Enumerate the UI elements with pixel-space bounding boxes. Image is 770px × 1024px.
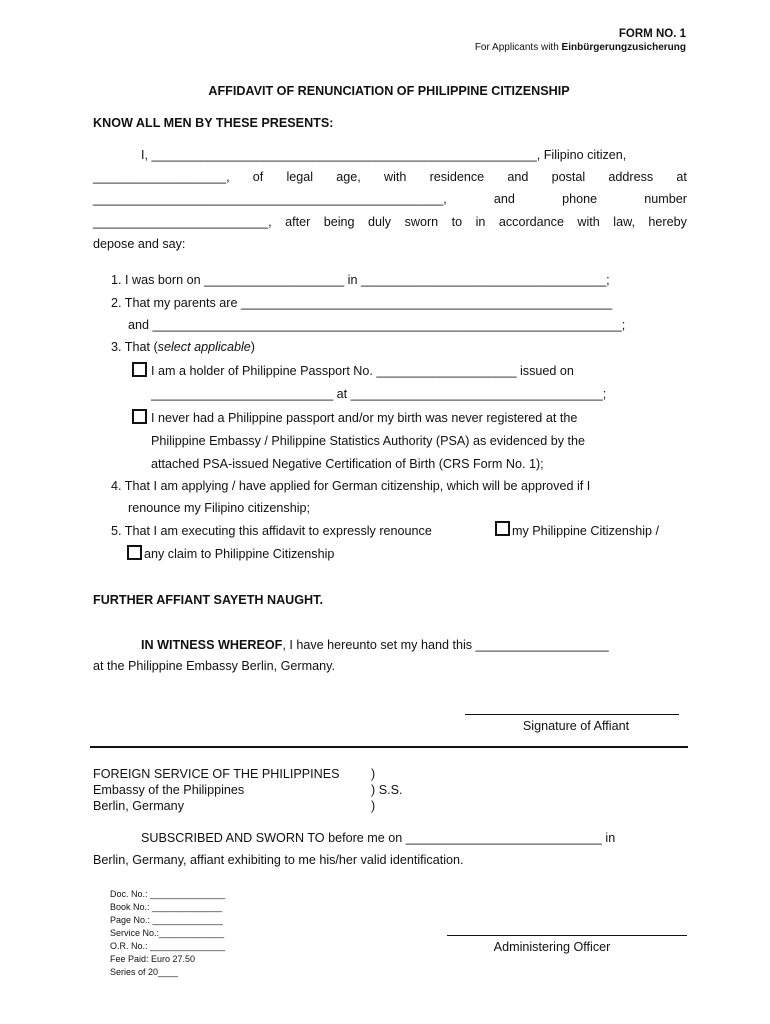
intro-word: and bbox=[507, 170, 529, 184]
intro-word: ___________________, bbox=[93, 170, 230, 184]
item-3 bbox=[111, 340, 255, 354]
renounce-claim-checkbox[interactable] bbox=[127, 545, 142, 560]
further-affiant: FURTHER AFFIANT SAYETH NAUGHT. bbox=[93, 593, 323, 607]
notary-service-no: Service No.:_____________ bbox=[110, 928, 225, 938]
intro-word: accordance bbox=[498, 215, 564, 229]
venue-line-1: FOREIGN SERVICE OF THE PHILIPPINES bbox=[93, 767, 340, 781]
item-3-suffix: ) bbox=[250, 340, 255, 354]
intro-line-5: depose and say: bbox=[93, 237, 186, 251]
item-5-line-1b: my Philippine Citizenship / bbox=[512, 524, 659, 538]
intro-word: sworn bbox=[404, 215, 439, 229]
applicants-bold: Einbürgerungzusicherung bbox=[561, 42, 686, 53]
intro-word: hereby bbox=[648, 215, 687, 229]
intro-word: address bbox=[608, 170, 654, 184]
affiant-signature-label: Signature of Affiant bbox=[522, 719, 630, 733]
intro-word: being bbox=[323, 215, 355, 229]
document-title: AFFIDAVIT OF RENUNCIATION OF PHILIPPINE CITIZENSHIP bbox=[208, 84, 570, 98]
intro-word: phone bbox=[562, 192, 598, 206]
option-1-line-2: __________________________ at ____________________________________; bbox=[151, 387, 607, 401]
option-2-line-2: Philippine Embassy / Philippine Statistics Authority (PSA) as evidenced by the bbox=[151, 434, 586, 448]
venue-line-2: Embassy of the Philippines bbox=[93, 783, 245, 797]
intro-word: number bbox=[644, 192, 687, 206]
officer-signature-line bbox=[447, 935, 687, 936]
intro-line-2 bbox=[93, 170, 687, 184]
option-1-line-1: I am a holder of Philippine Passport No. ____________________ issued on bbox=[151, 364, 574, 378]
venue-line-3: Berlin, Germany bbox=[93, 799, 184, 813]
intro-line-4 bbox=[93, 215, 687, 229]
intro-word: residence bbox=[429, 170, 485, 184]
option-2-line-1: I never had a Philippine passport and/or my birth was never registered at the bbox=[151, 411, 578, 425]
officer-label: Administering Officer bbox=[493, 940, 611, 954]
witness-line-1 bbox=[141, 638, 609, 652]
intro-word: law, bbox=[613, 215, 635, 229]
intro-word: after bbox=[285, 215, 311, 229]
intro-word: age, bbox=[336, 170, 361, 184]
renounce-citizenship-checkbox[interactable] bbox=[495, 521, 510, 536]
item-5-line-2: any claim to Philippine Citizenship bbox=[144, 547, 335, 561]
subscribed-line-1: SUBSCRIBED AND SWORN TO before me on ____________________________ in bbox=[141, 831, 616, 845]
intro-word: in bbox=[475, 215, 486, 229]
intro-word: legal bbox=[286, 170, 314, 184]
form-number: FORM NO. 1 bbox=[618, 28, 686, 40]
intro-word: at bbox=[676, 170, 687, 184]
option-2-line-3: attached PSA-issued Negative Certification of Birth (CRS Form No. 1); bbox=[151, 457, 544, 471]
know-all-heading: KNOW ALL MEN BY THESE PRESENTS: bbox=[93, 116, 334, 130]
venue-paren-3: ) bbox=[371, 799, 376, 813]
no-passport-checkbox[interactable] bbox=[132, 409, 147, 424]
witness-line-2: at the Philippine Embassy Berlin, Germany. bbox=[93, 659, 335, 673]
item-2-line-2: and ___________________________________________________________________; bbox=[128, 318, 626, 332]
intro-word: with bbox=[577, 215, 600, 229]
venue-paren-2: ) S.S. bbox=[371, 783, 403, 797]
witness-rest: , I have hereunto set my hand this ___________________ bbox=[282, 638, 609, 652]
passport-holder-checkbox[interactable] bbox=[132, 362, 147, 377]
item-4-line-1: 4. That I am applying / have applied for German citizenship, which will be approved if I bbox=[111, 479, 591, 493]
intro-word: with bbox=[383, 170, 407, 184]
notary-page-no: Page No.: ______________ bbox=[110, 915, 223, 925]
intro-line-3 bbox=[93, 192, 687, 206]
notary-book-no: Book No.: ______________ bbox=[110, 902, 223, 912]
item-1: 1. I was born on ____________________ in ___________________________________; bbox=[111, 273, 610, 287]
intro-word: of bbox=[252, 170, 264, 184]
intro-word: postal bbox=[551, 170, 586, 184]
item-4-line-2: renounce my Filipino citizenship; bbox=[128, 501, 310, 515]
item-3-italic: select applicable bbox=[157, 340, 251, 354]
notary-fee-paid: Fee Paid: Euro 27.50 bbox=[110, 954, 196, 964]
venue-paren-1: ) bbox=[371, 767, 376, 781]
affiant-signature-line bbox=[465, 714, 679, 715]
applicants-prefix: For Applicants with bbox=[474, 42, 562, 53]
notary-or-no: O.R. No.: _______________ bbox=[110, 941, 226, 951]
intro-word: to bbox=[451, 215, 463, 229]
item-2-line-1: 2. That my parents are _____________________________________________________ bbox=[111, 296, 613, 310]
intro-word: duly bbox=[368, 215, 392, 229]
intro-word: _________________________, bbox=[93, 215, 272, 229]
subscribed-line-2: Berlin, Germany, affiant exhibiting to me his/her valid identification. bbox=[93, 853, 464, 867]
witness-bold: IN WITNESS WHEREOF bbox=[141, 638, 283, 652]
intro-word: __________________________________________________, bbox=[93, 192, 447, 206]
section-divider bbox=[90, 746, 688, 748]
applicants-note bbox=[475, 42, 686, 53]
item-3-prefix: 3. That ( bbox=[111, 340, 158, 354]
notary-series: Series of 20____ bbox=[110, 967, 179, 977]
intro-line-1: I, _______________________________________________________, Filipino citizen, bbox=[141, 148, 627, 162]
notary-doc-no: Doc. No.: _______________ bbox=[110, 889, 226, 899]
item-5-line-1a: 5. That I am executing this affidavit to expressly renounce bbox=[111, 524, 432, 538]
intro-word: and bbox=[493, 192, 515, 206]
